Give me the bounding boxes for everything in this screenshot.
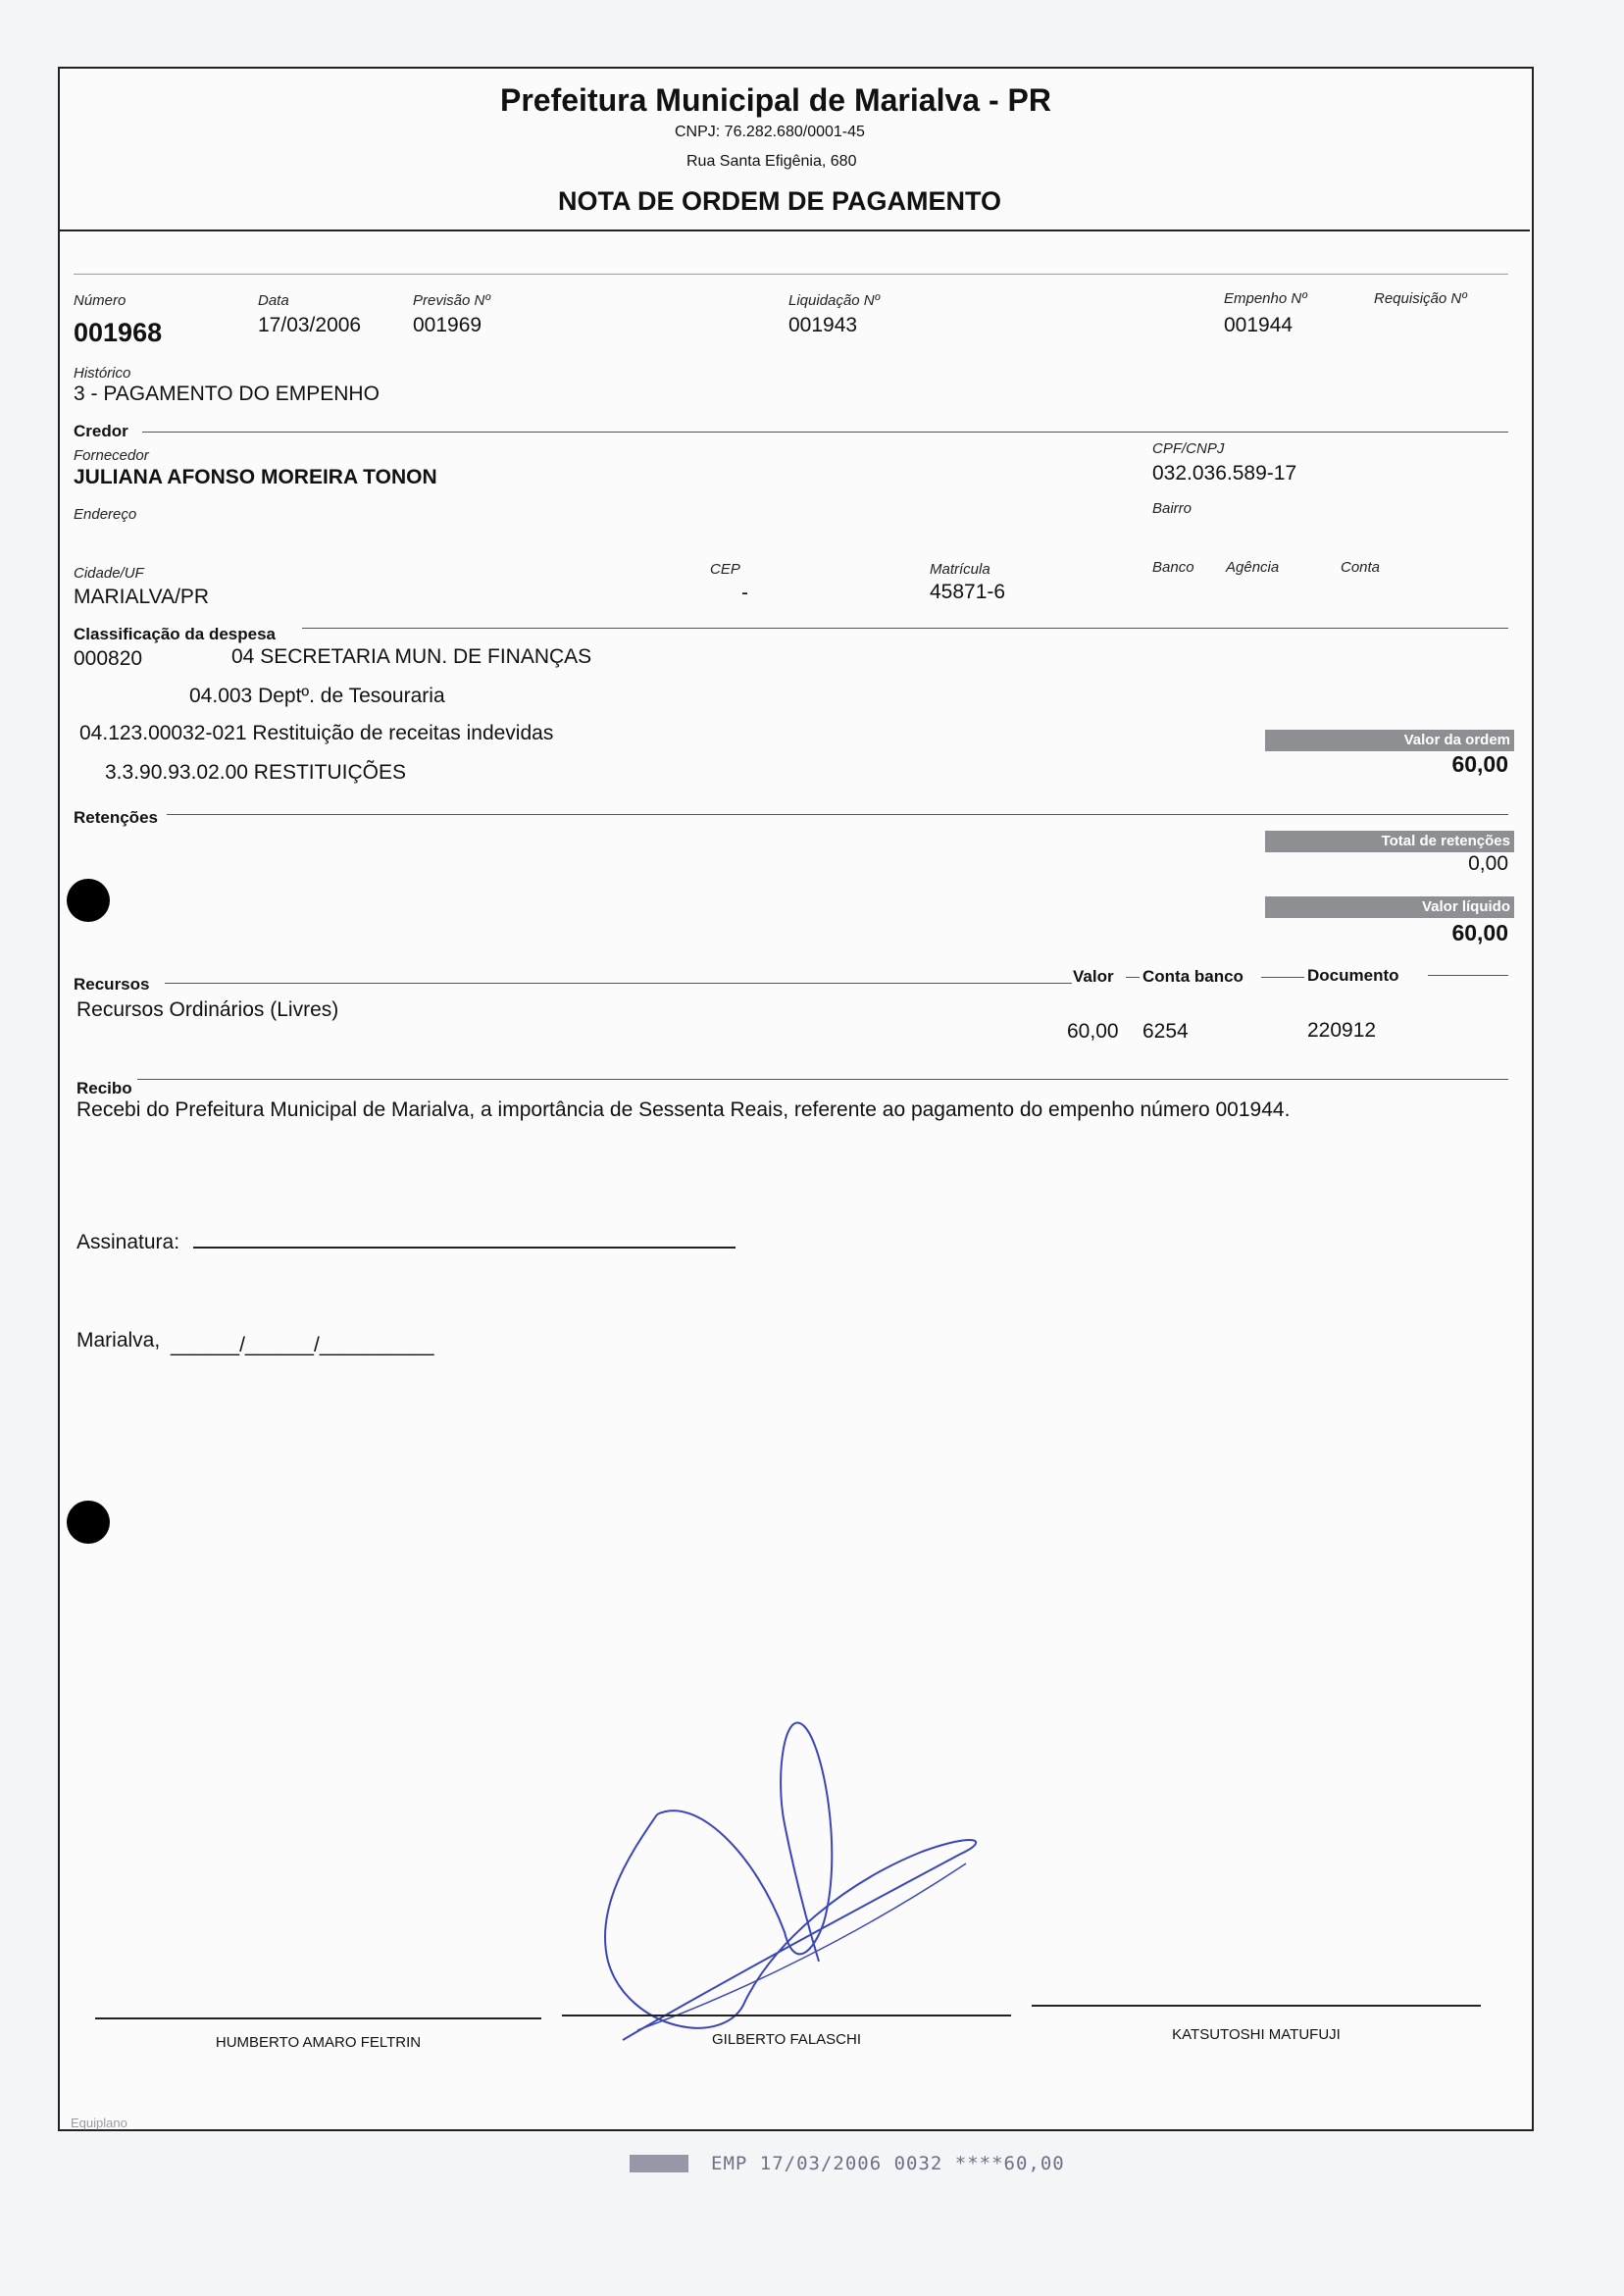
liquidacao-value: 001943 bbox=[788, 314, 858, 336]
recursos-header-rule-2 bbox=[1261, 977, 1304, 978]
recursos-header-rule-3 bbox=[1428, 975, 1508, 976]
recibo-section-title: Recibo bbox=[76, 1079, 132, 1097]
recursos-rule bbox=[165, 983, 1072, 984]
credor-section-title: Credor bbox=[74, 422, 128, 440]
banco-label: Banco bbox=[1152, 559, 1194, 576]
conta-label: Conta bbox=[1341, 559, 1381, 576]
previsao-label: Previsão Nº bbox=[413, 292, 490, 309]
cpf-value: 032.036.589-17 bbox=[1152, 462, 1297, 485]
cep-label: CEP bbox=[710, 561, 740, 578]
historico-label: Histórico bbox=[74, 365, 131, 382]
requisicao-label: Requisição Nº bbox=[1374, 290, 1467, 307]
handwritten-signature bbox=[588, 1707, 1000, 2060]
recursos-header-rule-1 bbox=[1126, 977, 1140, 978]
recursos-valor: 60,00 bbox=[1067, 1020, 1119, 1043]
recursos-documento: 220912 bbox=[1307, 1019, 1377, 1042]
bank-stamp-text: EMP 17/03/2006 0032 ****60,00 bbox=[711, 2153, 1065, 2174]
liquidacao-label: Liquidação Nº bbox=[788, 292, 881, 309]
classificacao-section-title: Classificação da despesa bbox=[74, 625, 277, 643]
recursos-conta: 6254 bbox=[1142, 1020, 1189, 1043]
agencia-label: Agência bbox=[1226, 559, 1280, 576]
bairro-label: Bairro bbox=[1152, 500, 1193, 517]
fornecedor-value: JULIANA AFONSO MOREIRA TONON bbox=[74, 466, 437, 488]
numero-value: 001968 bbox=[74, 318, 163, 347]
numero-label: Número bbox=[74, 292, 127, 309]
signature-line-3 bbox=[1032, 2005, 1481, 2007]
credor-rule bbox=[142, 432, 1508, 433]
empenho-value: 001944 bbox=[1224, 314, 1294, 336]
binder-hole-icon bbox=[67, 1501, 110, 1544]
recursos-section-title: Recursos bbox=[74, 975, 150, 994]
total-retencoes-label: Total de retenções bbox=[1265, 831, 1514, 852]
signature-line-2 bbox=[562, 2015, 1011, 2016]
header-divider bbox=[59, 230, 1530, 231]
retencoes-section-title: Retenções bbox=[74, 808, 158, 827]
cep-value: - bbox=[741, 582, 748, 604]
address-text: Rua Santa Efigênia, 680 bbox=[686, 153, 857, 170]
signatory-3-name: KATSUTOSHI MATUFUJI bbox=[1172, 2026, 1341, 2043]
valor-liquido-value: 60,00 bbox=[1451, 920, 1508, 945]
recursos-valor-header: Valor bbox=[1073, 967, 1114, 986]
local-label: Marialva, bbox=[76, 1329, 161, 1352]
bank-stamp-mark bbox=[630, 2155, 688, 2172]
classificacao-rule bbox=[302, 628, 1508, 629]
classificacao-code: 000820 bbox=[74, 647, 143, 670]
retencoes-rule bbox=[167, 814, 1508, 815]
fornecedor-label: Fornecedor bbox=[74, 447, 149, 464]
matricula-value: 45871-6 bbox=[930, 581, 1006, 603]
date-blank-line: ______/______/__________ bbox=[171, 1334, 434, 1356]
prefecture-title: Prefeitura Municipal de Marialva - PR bbox=[500, 82, 1051, 118]
recursos-descricao: Recursos Ordinários (Livres) bbox=[76, 998, 339, 1021]
previsao-value: 001969 bbox=[413, 314, 482, 336]
recursos-conta-header: Conta banco bbox=[1142, 967, 1243, 986]
recursos-documento-header: Documento bbox=[1307, 966, 1399, 985]
total-retencoes-value: 0,00 bbox=[1468, 852, 1508, 875]
cpf-label: CPF/CNPJ bbox=[1152, 440, 1225, 457]
data-label: Data bbox=[258, 292, 289, 309]
valor-liquido-label: Valor líquido bbox=[1265, 896, 1514, 918]
data-value: 17/03/2006 bbox=[258, 314, 362, 336]
signatory-1-name: HUMBERTO AMARO FELTRIN bbox=[215, 2034, 422, 2051]
signature-line-1 bbox=[95, 2017, 541, 2019]
info-top-rule bbox=[74, 274, 1508, 275]
empenho-label: Empenho Nº bbox=[1224, 290, 1307, 307]
assinatura-line bbox=[193, 1247, 736, 1249]
signatory-2-name: GILBERTO FALASCHI bbox=[712, 2031, 861, 2048]
cidade-value: MARIALVA/PR bbox=[74, 586, 210, 608]
document-title: NOTA DE ORDEM DE PAGAMENTO bbox=[558, 186, 1002, 216]
elemento-value: 3.3.90.93.02.00 RESTITUIÇÕES bbox=[105, 761, 406, 784]
recibo-text: Recebi do Prefeitura Municipal de Marialva, a importância de Sessenta Reais, referente ao pagamento do empenho número 001944. bbox=[76, 1098, 1291, 1121]
recibo-rule bbox=[137, 1079, 1508, 1080]
matricula-label: Matrícula bbox=[930, 561, 990, 578]
historico-value: 3 - PAGAMENTO DO EMPENHO bbox=[74, 383, 380, 405]
secretaria-value: 04 SECRETARIA MUN. DE FINANÇAS bbox=[231, 645, 592, 668]
programa-value: 04.123.00032-021 Restituição de receitas indevidas bbox=[79, 722, 554, 744]
departamento-value: 04.003 Deptº. de Tesouraria bbox=[189, 685, 445, 707]
software-brand: Equiplano bbox=[71, 2116, 127, 2130]
cidade-label: Cidade/UF bbox=[74, 565, 144, 582]
cnpj-text: CNPJ: 76.282.680/0001-45 bbox=[675, 124, 865, 140]
valor-ordem-value: 60,00 bbox=[1451, 751, 1508, 777]
endereco-label: Endereço bbox=[74, 506, 137, 523]
binder-hole-icon bbox=[67, 879, 110, 922]
valor-ordem-label: Valor da ordem bbox=[1265, 730, 1514, 751]
assinatura-label: Assinatura: bbox=[76, 1231, 180, 1253]
